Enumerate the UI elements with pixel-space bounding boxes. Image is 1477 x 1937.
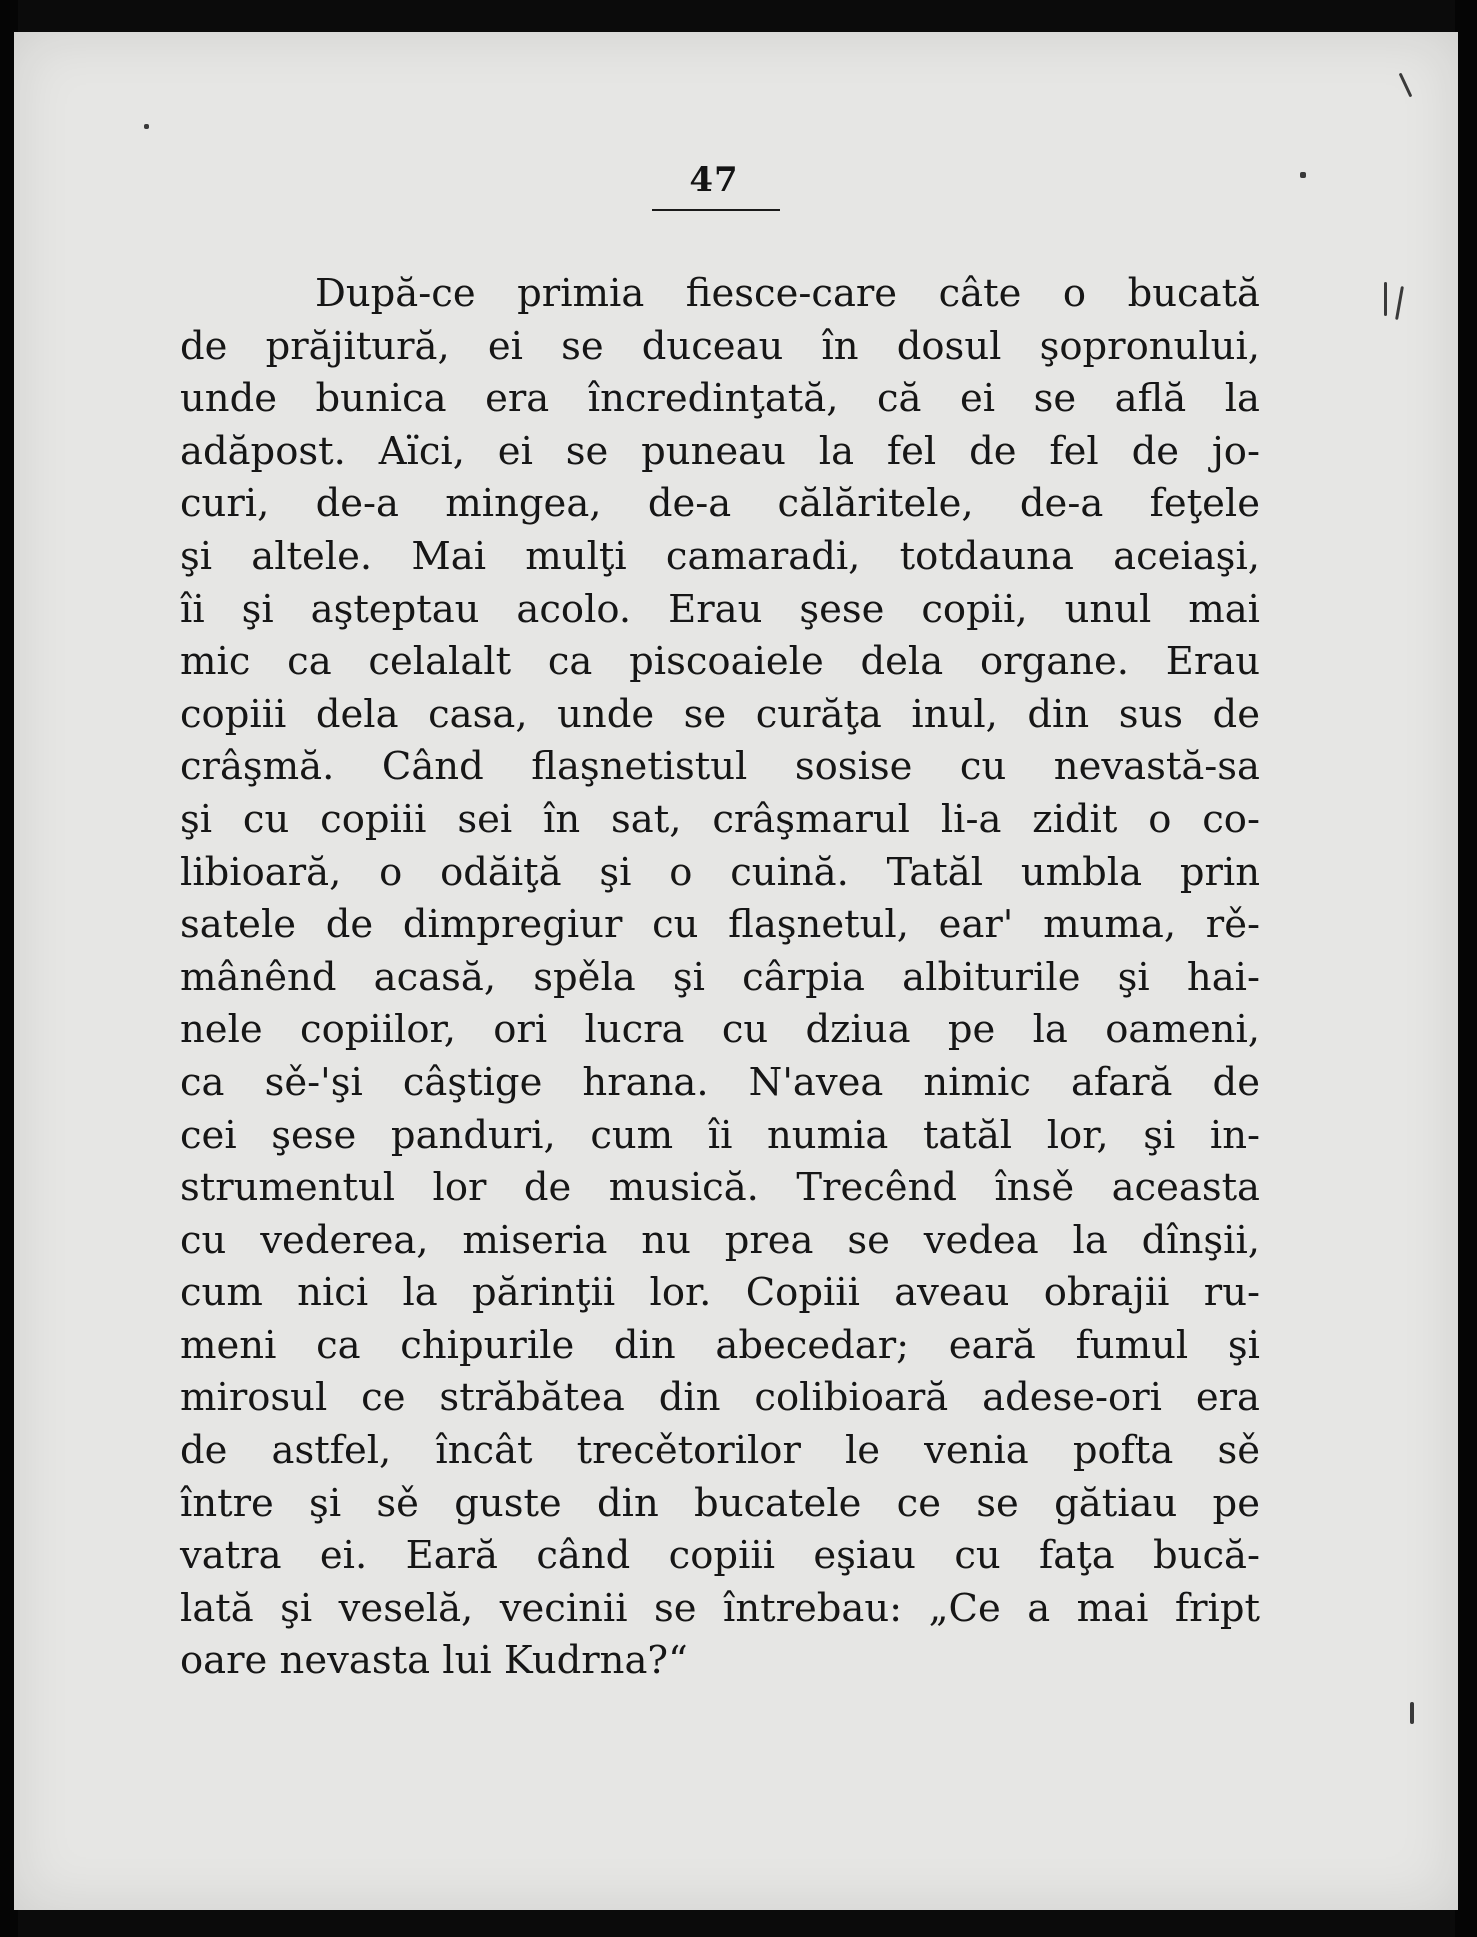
- text-line: de astfel, încât trecětorilor le venia pofta sě: [180, 1428, 1260, 1474]
- text-line: de prăjitură, ei se duceau în dosul şopronului,: [180, 323, 1260, 369]
- text-line: lată şi veselă, vecinii se întrebau: „Ce a mai fript: [180, 1585, 1260, 1631]
- scan-speck: [1410, 1702, 1414, 1724]
- text-line: oare nevasta lui Kudrna?“: [180, 1638, 688, 1684]
- text-line: şi cu copiii sei în sat, crâşmarul li-a zidit o co-: [180, 796, 1260, 842]
- text-line: copiii dela casa, unde se curăţa inul, din sus de: [180, 691, 1260, 737]
- scan-border-right: [1455, 0, 1477, 1937]
- text-line: mirosul ce străbătea din colibioară adese-ori era: [180, 1375, 1260, 1421]
- text-line: satele de dimpregiur cu flaşnetul, ear' muma, rě-: [180, 902, 1260, 948]
- text-line: meni ca chipurile din abecedar; eară fumul şi: [180, 1322, 1260, 1368]
- text-line: strumentul lor de musică. Trecênd însě aceasta: [180, 1165, 1260, 1211]
- text-line: cu vederea, miseria nu prea se vedea la dînşii,: [180, 1217, 1260, 1263]
- text-line: şi altele. Mai mulţi camaradi, totdauna aceiaşi,: [180, 533, 1260, 579]
- text-line: ca sě-'şi câştige hrana. N'avea nimic afară de: [180, 1059, 1260, 1105]
- body-text: [180, 268, 1260, 1688]
- text-line: mic ca celalalt ca piscoaiele dela organe. Erau: [180, 639, 1260, 685]
- text-line: cei şese panduri, cum îi numia tatăl lor, şi in-: [180, 1112, 1260, 1158]
- text-line: libioară, o odăiţă şi o cuină. Tatăl umbla prin: [180, 849, 1260, 895]
- page-number-rule: [652, 209, 780, 211]
- text-line: crâşmă. Când flaşnetistul sosise cu nevastă-sa: [180, 744, 1260, 790]
- scan-speck: [1399, 73, 1413, 98]
- page-number: 47: [689, 160, 739, 200]
- text-line: adăpost. Aïci, ei se puneau la fel de fel de jo-: [180, 428, 1260, 474]
- text-line: unde bunica era încredinţată, că ei se află la: [180, 376, 1260, 422]
- text-line: curi, de-a mingea, de-a călăritele, de-a feţele: [180, 481, 1260, 527]
- scan-speck: [144, 124, 149, 129]
- scan-speck: [1300, 172, 1306, 178]
- text-line: nele copiilor, ori lucra cu dziua pe la oameni,: [180, 1007, 1260, 1053]
- text-line: mânênd acasă, spěla şi cârpia albiturile şi hai-: [180, 954, 1260, 1000]
- text-line: între şi sě guste din bucatele ce se gătiau pe: [180, 1480, 1260, 1526]
- text-line: vatra ei. Eară când copiii eşiau cu faţa bucă-: [180, 1533, 1260, 1579]
- text-line: îi şi aşteptau acolo. Erau şese copii, unul mai: [180, 586, 1260, 632]
- scan-speck: [1395, 286, 1404, 320]
- text-line: cum nici la părinţii lor. Copiii aveau obrajii ru-: [180, 1270, 1260, 1316]
- text-line: După-ce primia fiesce-care câte o bucată: [315, 271, 1260, 316]
- scan-speck: [1384, 282, 1387, 316]
